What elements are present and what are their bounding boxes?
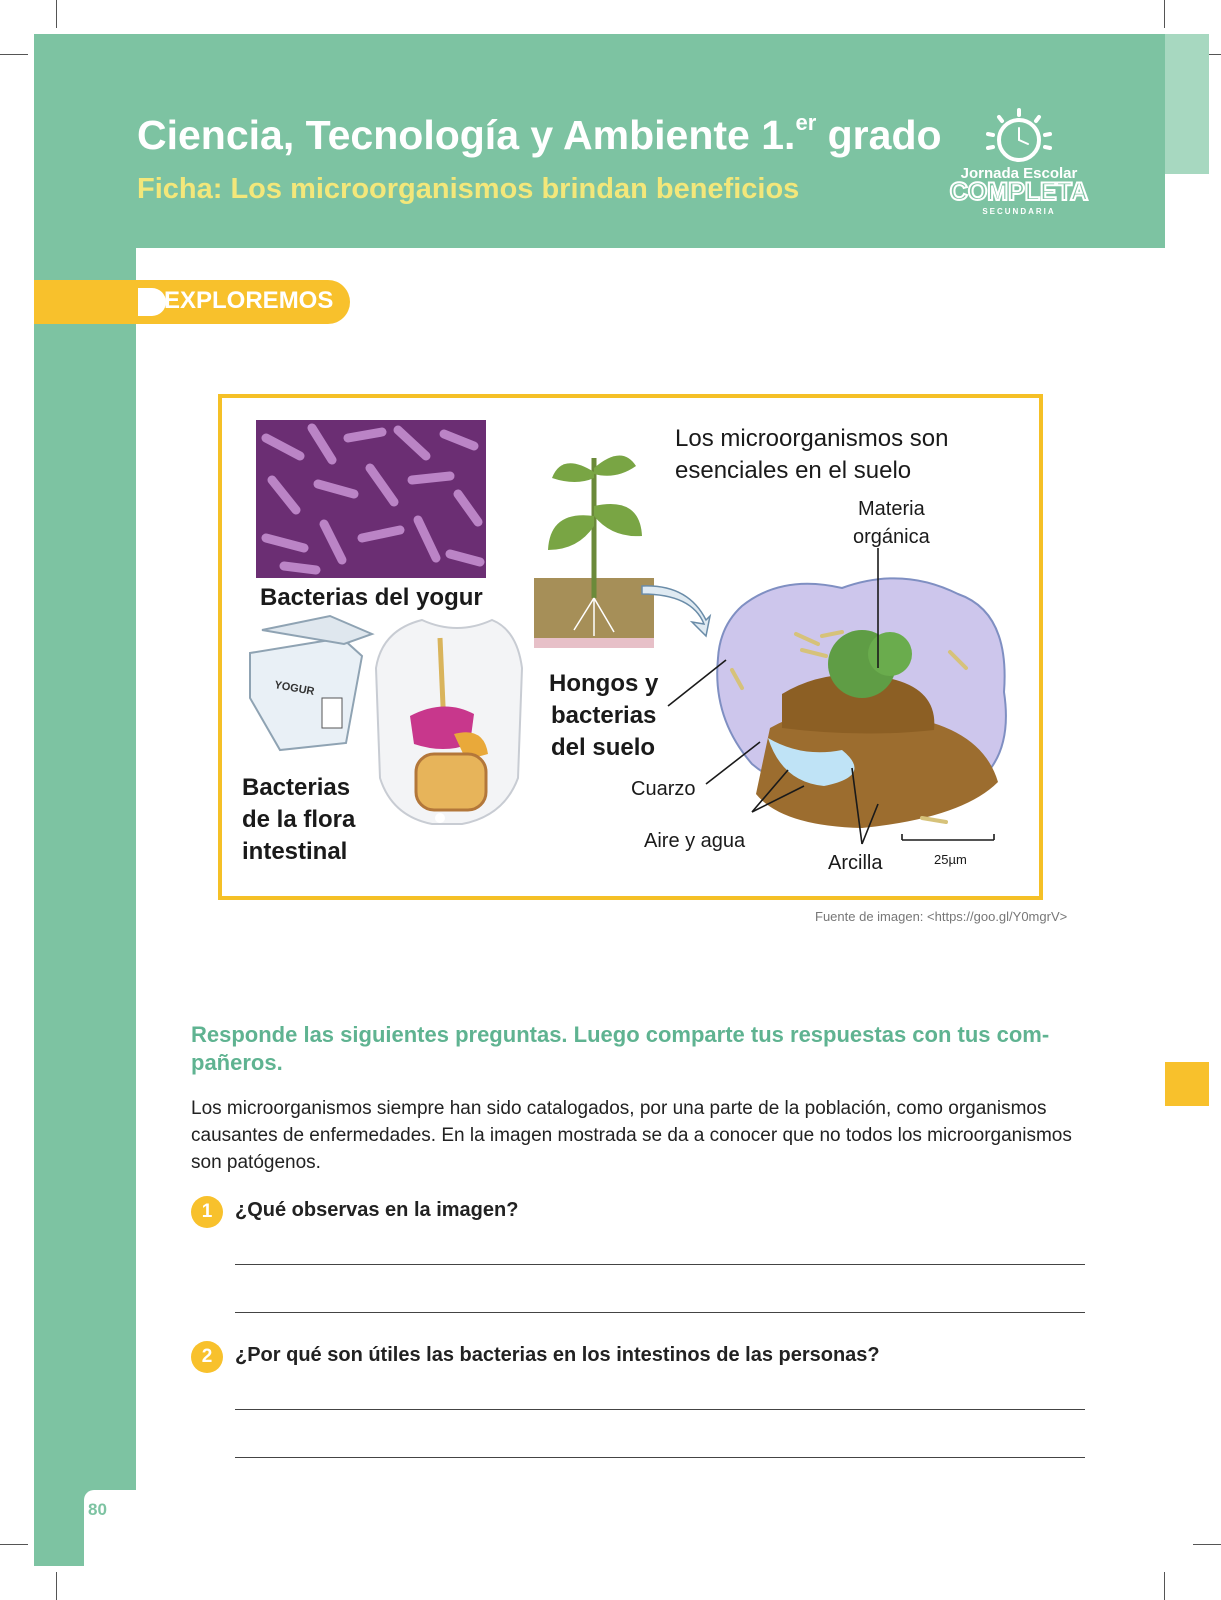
page-subtitle: Ficha: Los microorganismos brindan beneficios: [137, 173, 800, 205]
soil-aggregate-image: [717, 578, 1006, 828]
label-hongos-line2: bacterias: [551, 702, 657, 729]
crop-mark: [56, 0, 57, 28]
crop-mark: [1193, 1544, 1221, 1545]
answer-line[interactable]: [235, 1312, 1085, 1313]
right-edge-tab: [1165, 34, 1209, 174]
right-edge-marker: [1165, 1062, 1209, 1106]
crop-mark: [56, 1572, 57, 1600]
label-yogur: Bacterias del yogur: [260, 584, 483, 611]
section-label: EXPLOREMOS: [164, 287, 334, 314]
svg-text:Jornada Escolar: Jornada Escolar: [960, 165, 1078, 182]
label-flora-line3: intestinal: [242, 838, 348, 865]
svg-text:SECUNDARIA: SECUNDARIA: [982, 207, 1056, 216]
image-source: Fuente de imagen: <https://goo.gl/Y0mgrV>: [815, 909, 1068, 924]
question-2-number: 2: [191, 1341, 223, 1373]
svg-text:YOGUR: YOGUR: [273, 679, 316, 698]
answer-line[interactable]: [235, 1409, 1085, 1410]
label-hongos-line3: del suelo: [551, 734, 656, 761]
instruction-heading: Responde las siguientes preguntas. Luego comparte tus respuestas con tus compañeros.: [191, 1022, 1050, 1075]
label-cuarzo: Cuarzo: [631, 778, 696, 800]
human-torso-image: [376, 620, 522, 824]
label-scale: 25µm: [934, 852, 967, 867]
intro-paragraph: Los microorganismos siempre han sido catalogados, por una parte de la población, como organismos causantes de enfermedades. En la imagen mostrada se da a conocer que no todos los microorganismos son patógenos.: [191, 1098, 1072, 1173]
sun-clock-icon: [988, 110, 1050, 160]
section-tab-dot: [138, 288, 166, 316]
label-materia-line2: orgánica: [853, 526, 930, 548]
jornada-escolar-logo: [944, 104, 1094, 222]
label-aire-agua: Aire y agua: [644, 830, 746, 852]
illustration-frame: [218, 394, 1043, 900]
label-materia-line1: Materia: [858, 498, 925, 520]
answer-line[interactable]: [235, 1457, 1085, 1458]
label-flora-line1: Bacterias: [242, 774, 351, 801]
yogurt-cup-image: [250, 616, 372, 750]
label-hongos-line1: Hongos y: [549, 670, 659, 697]
crop-mark: [0, 54, 28, 55]
page-title: Ciencia, Tecnología y Ambiente 1.$^{er}$ grado: [137, 110, 942, 158]
figure-title-line2: esenciales en el suelo: [675, 457, 912, 484]
question-1-number: 1: [191, 1196, 223, 1228]
bacteria-micrograph-image: [256, 420, 486, 578]
question-1-text: ¿Qué observas en la imagen?: [235, 1199, 519, 1221]
side-band: [34, 248, 136, 1566]
svg-text:COMPLETA: COMPLETA: [949, 178, 1089, 206]
crop-mark: [0, 1544, 28, 1545]
question-2-text: ¿Por qué son útiles las bacterias en los intestinos de las personas?: [235, 1344, 880, 1366]
figure-title-line1: Los microorganismos son: [675, 425, 949, 452]
crop-mark: [1164, 0, 1165, 28]
page-number: 80: [88, 1500, 107, 1519]
label-arcilla: Arcilla: [828, 852, 883, 874]
crop-mark: [1164, 1572, 1165, 1600]
plant-with-roots-image: [534, 455, 654, 648]
label-flora-line2: de la flora: [242, 806, 356, 833]
answer-line[interactable]: [235, 1264, 1085, 1265]
